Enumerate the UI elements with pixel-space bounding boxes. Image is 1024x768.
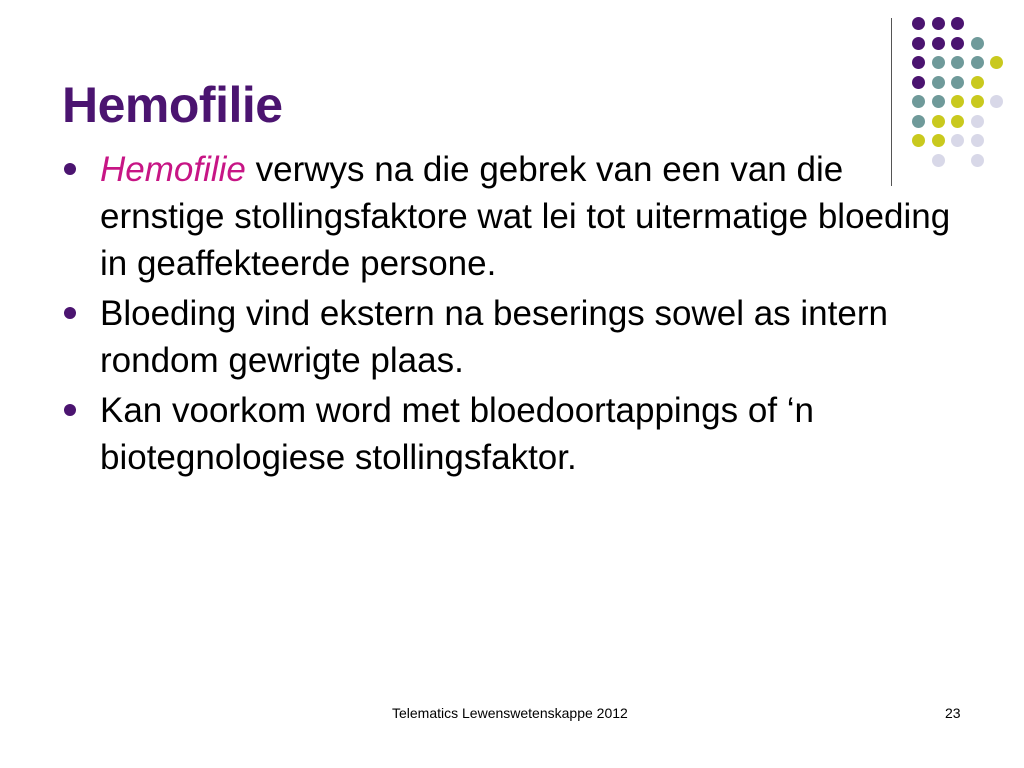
decorative-dot — [951, 56, 964, 69]
bullet-item — [62, 146, 962, 287]
bullet-dot-icon — [64, 163, 76, 175]
bullet-item — [62, 387, 962, 481]
decorative-dot — [932, 76, 945, 89]
decorative-dot — [971, 134, 984, 147]
bullet-dot-icon — [64, 307, 76, 319]
decorative-dot — [912, 95, 925, 108]
decorative-dot — [990, 95, 1003, 108]
decorative-dot — [932, 95, 945, 108]
decorative-dot — [990, 56, 1003, 69]
bullet-text: verwys na die gebrek van een van die ernstige stollingsfaktore wat lei tot uitermatige bloeding in geaffekteerde persone. — [100, 150, 951, 283]
decorative-dot — [971, 56, 984, 69]
decorative-dot — [932, 56, 945, 69]
decorative-dot — [912, 56, 925, 69]
decorative-dot — [951, 37, 964, 50]
decorative-dot — [912, 76, 925, 89]
decorative-dot — [971, 115, 984, 128]
decorative-dot — [951, 115, 964, 128]
decorative-dot — [932, 37, 945, 50]
page-number: 23 — [945, 705, 961, 721]
decorative-dot — [951, 76, 964, 89]
decorative-dot — [951, 17, 964, 30]
decorative-dot — [912, 37, 925, 50]
decorative-dot — [971, 95, 984, 108]
decorative-dot — [971, 76, 984, 89]
footer-text: Telematics Lewenswetenskappe 2012 — [392, 705, 628, 721]
decorative-dot — [932, 17, 945, 30]
slide-title: Hemofilie — [62, 77, 283, 133]
bullet-dot-icon — [64, 404, 76, 416]
decorative-dot — [912, 17, 925, 30]
decorative-dot — [971, 154, 984, 167]
bullet-item — [62, 290, 962, 384]
bullet-text: Bloeding vind ekstern na beserings sowel as intern rondom gewrigte plaas. — [100, 294, 888, 380]
decorative-dot — [951, 95, 964, 108]
bullet-text: Kan voorkom word met bloedoortappings of ‘n biotegnologiese stollingsfaktor. — [100, 391, 815, 477]
decorative-dot — [971, 37, 984, 50]
highlighted-term: Hemofilie — [100, 150, 246, 189]
decorative-dot — [912, 115, 925, 128]
decorative-dot — [932, 115, 945, 128]
bullet-list — [62, 146, 962, 484]
